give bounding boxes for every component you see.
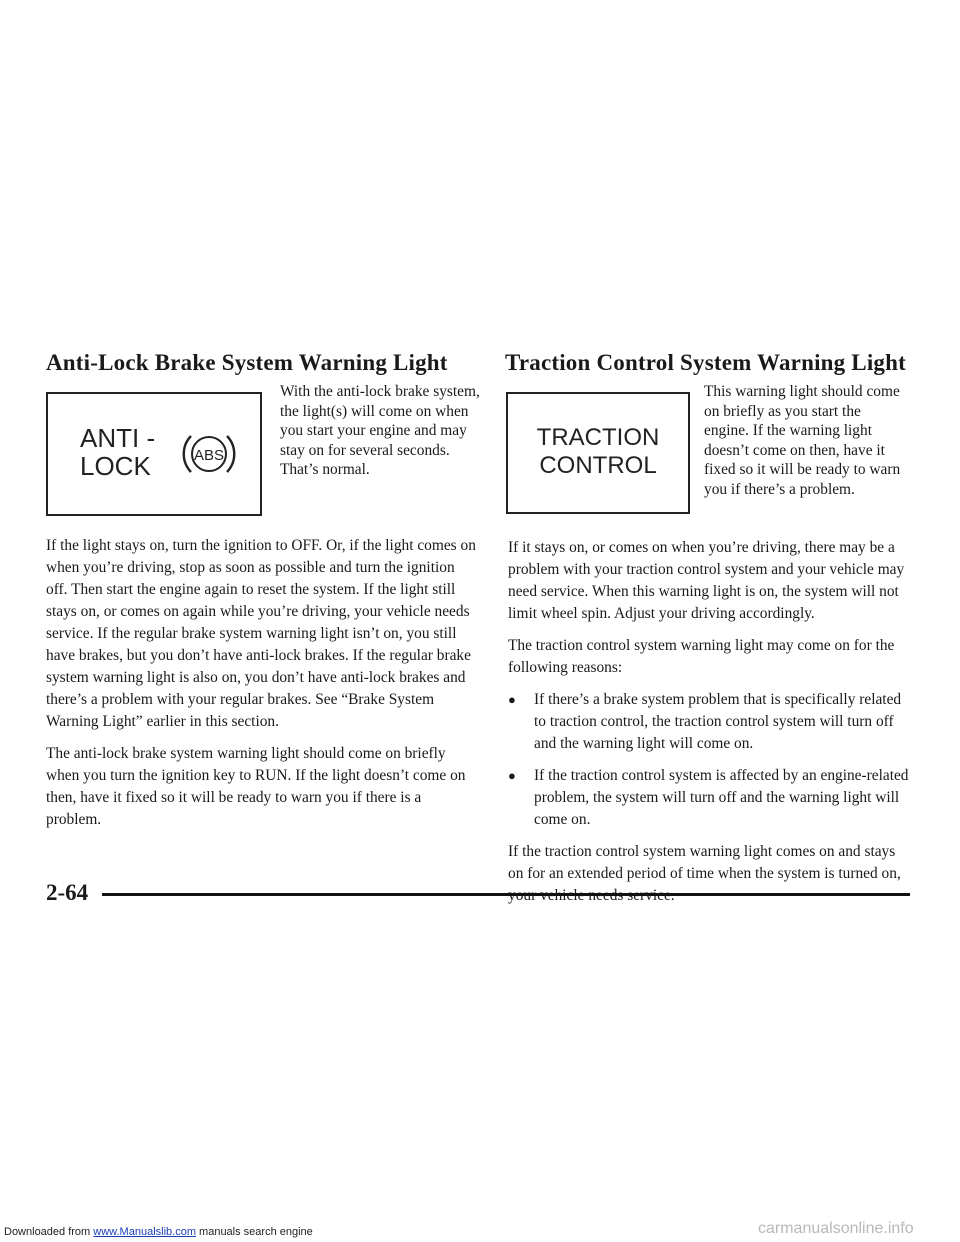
abs-paragraph-2: The anti-lock brake system warning light should come on briefly when you turn the ignition key to RUN. If the light doesn’t come on then, have it fixed so it will be ready to warn you if there is a problem. — [46, 745, 466, 828]
traction-paragraph-3: If the traction control system warning light comes on and stays on for an extended period of time when the system is turned on, — [508, 843, 901, 882]
footer-rule — [102, 893, 910, 896]
bullet-icon: ● — [508, 768, 516, 783]
traction-icon-line1: TRACTION — [536, 424, 660, 451]
traction-body — [508, 537, 910, 917]
abs-icon-line2: LOCK — [80, 451, 151, 481]
download-note: Downloaded from www.Manualslib.com manuals search engine — [4, 1226, 313, 1238]
abs-intro-text: With the anti-lock brake system, the light(s) will come on when you start your engine and may stay on for several seconds. That’s normal. — [280, 383, 480, 478]
page-number: 2-64 — [46, 880, 89, 905]
traction-bullet-2 — [508, 765, 910, 831]
abs-circle-icon — [176, 422, 242, 486]
abs-body — [46, 535, 478, 841]
traction-section-title: Traction Control System Warning Light — [505, 350, 906, 375]
traction-icon-line2: CONTROL — [539, 452, 657, 479]
abs-warning-icon — [46, 392, 262, 516]
watermark: carmanualsonline.info — [758, 1220, 914, 1237]
traction-intro-text: This warning light should come on briefly as you start the engine. If the warning light doesn’t come on then, have it fixed so it will be ready to warn you if there’s a problem. — [704, 383, 901, 498]
traction-paragraph-2: The traction control system warning light may come on for the following reasons: — [508, 637, 895, 676]
abs-section-title: Anti-Lock Brake System Warning Light — [46, 350, 448, 375]
traction-paragraph-1: If it stays on, or comes on when you’re driving, there may be a problem with your traction control system and your vehicle may need service. When this warning light is on, the system will not limit wheel spin. Adjust your driving accordingly. — [508, 539, 905, 622]
manualslib-link[interactable]: www.Manualslib.com — [93, 1226, 196, 1238]
bullet-icon: ● — [508, 692, 516, 707]
abs-icon-line1: ANTI - — [80, 423, 156, 453]
traction-control-icon — [506, 392, 690, 514]
traction-bullet-1-text: If there’s a brake system problem that is specifically related to traction control, the traction control system will turn off and the warning light will come on. — [534, 691, 902, 752]
abs-paragraph-1: If the light stays on, turn the ignition to OFF. Or, if the light comes on when you’re driving, stop as soon as possible and turn the ignition off. Then start the engine again to reset the system. If the light still stays on, or comes on again while you’re driving, your vehicle needs service. If the regular brake system warning light isn’t on, you still have brakes, but you don’t have anti-lock brakes. If the regular brake system warning light is also on, you don’t have anti-lock brakes and there’s a problem with your regular brakes. See “Brake System Warning Light” earlier in this section. — [46, 537, 476, 730]
abs-badge-text: ABS — [193, 447, 225, 464]
traction-bullet-1 — [508, 689, 910, 755]
traction-bullet-2-text: If the traction control system is affected by an engine-related problem, the system will turn off and the warning light will come on. — [534, 767, 909, 828]
